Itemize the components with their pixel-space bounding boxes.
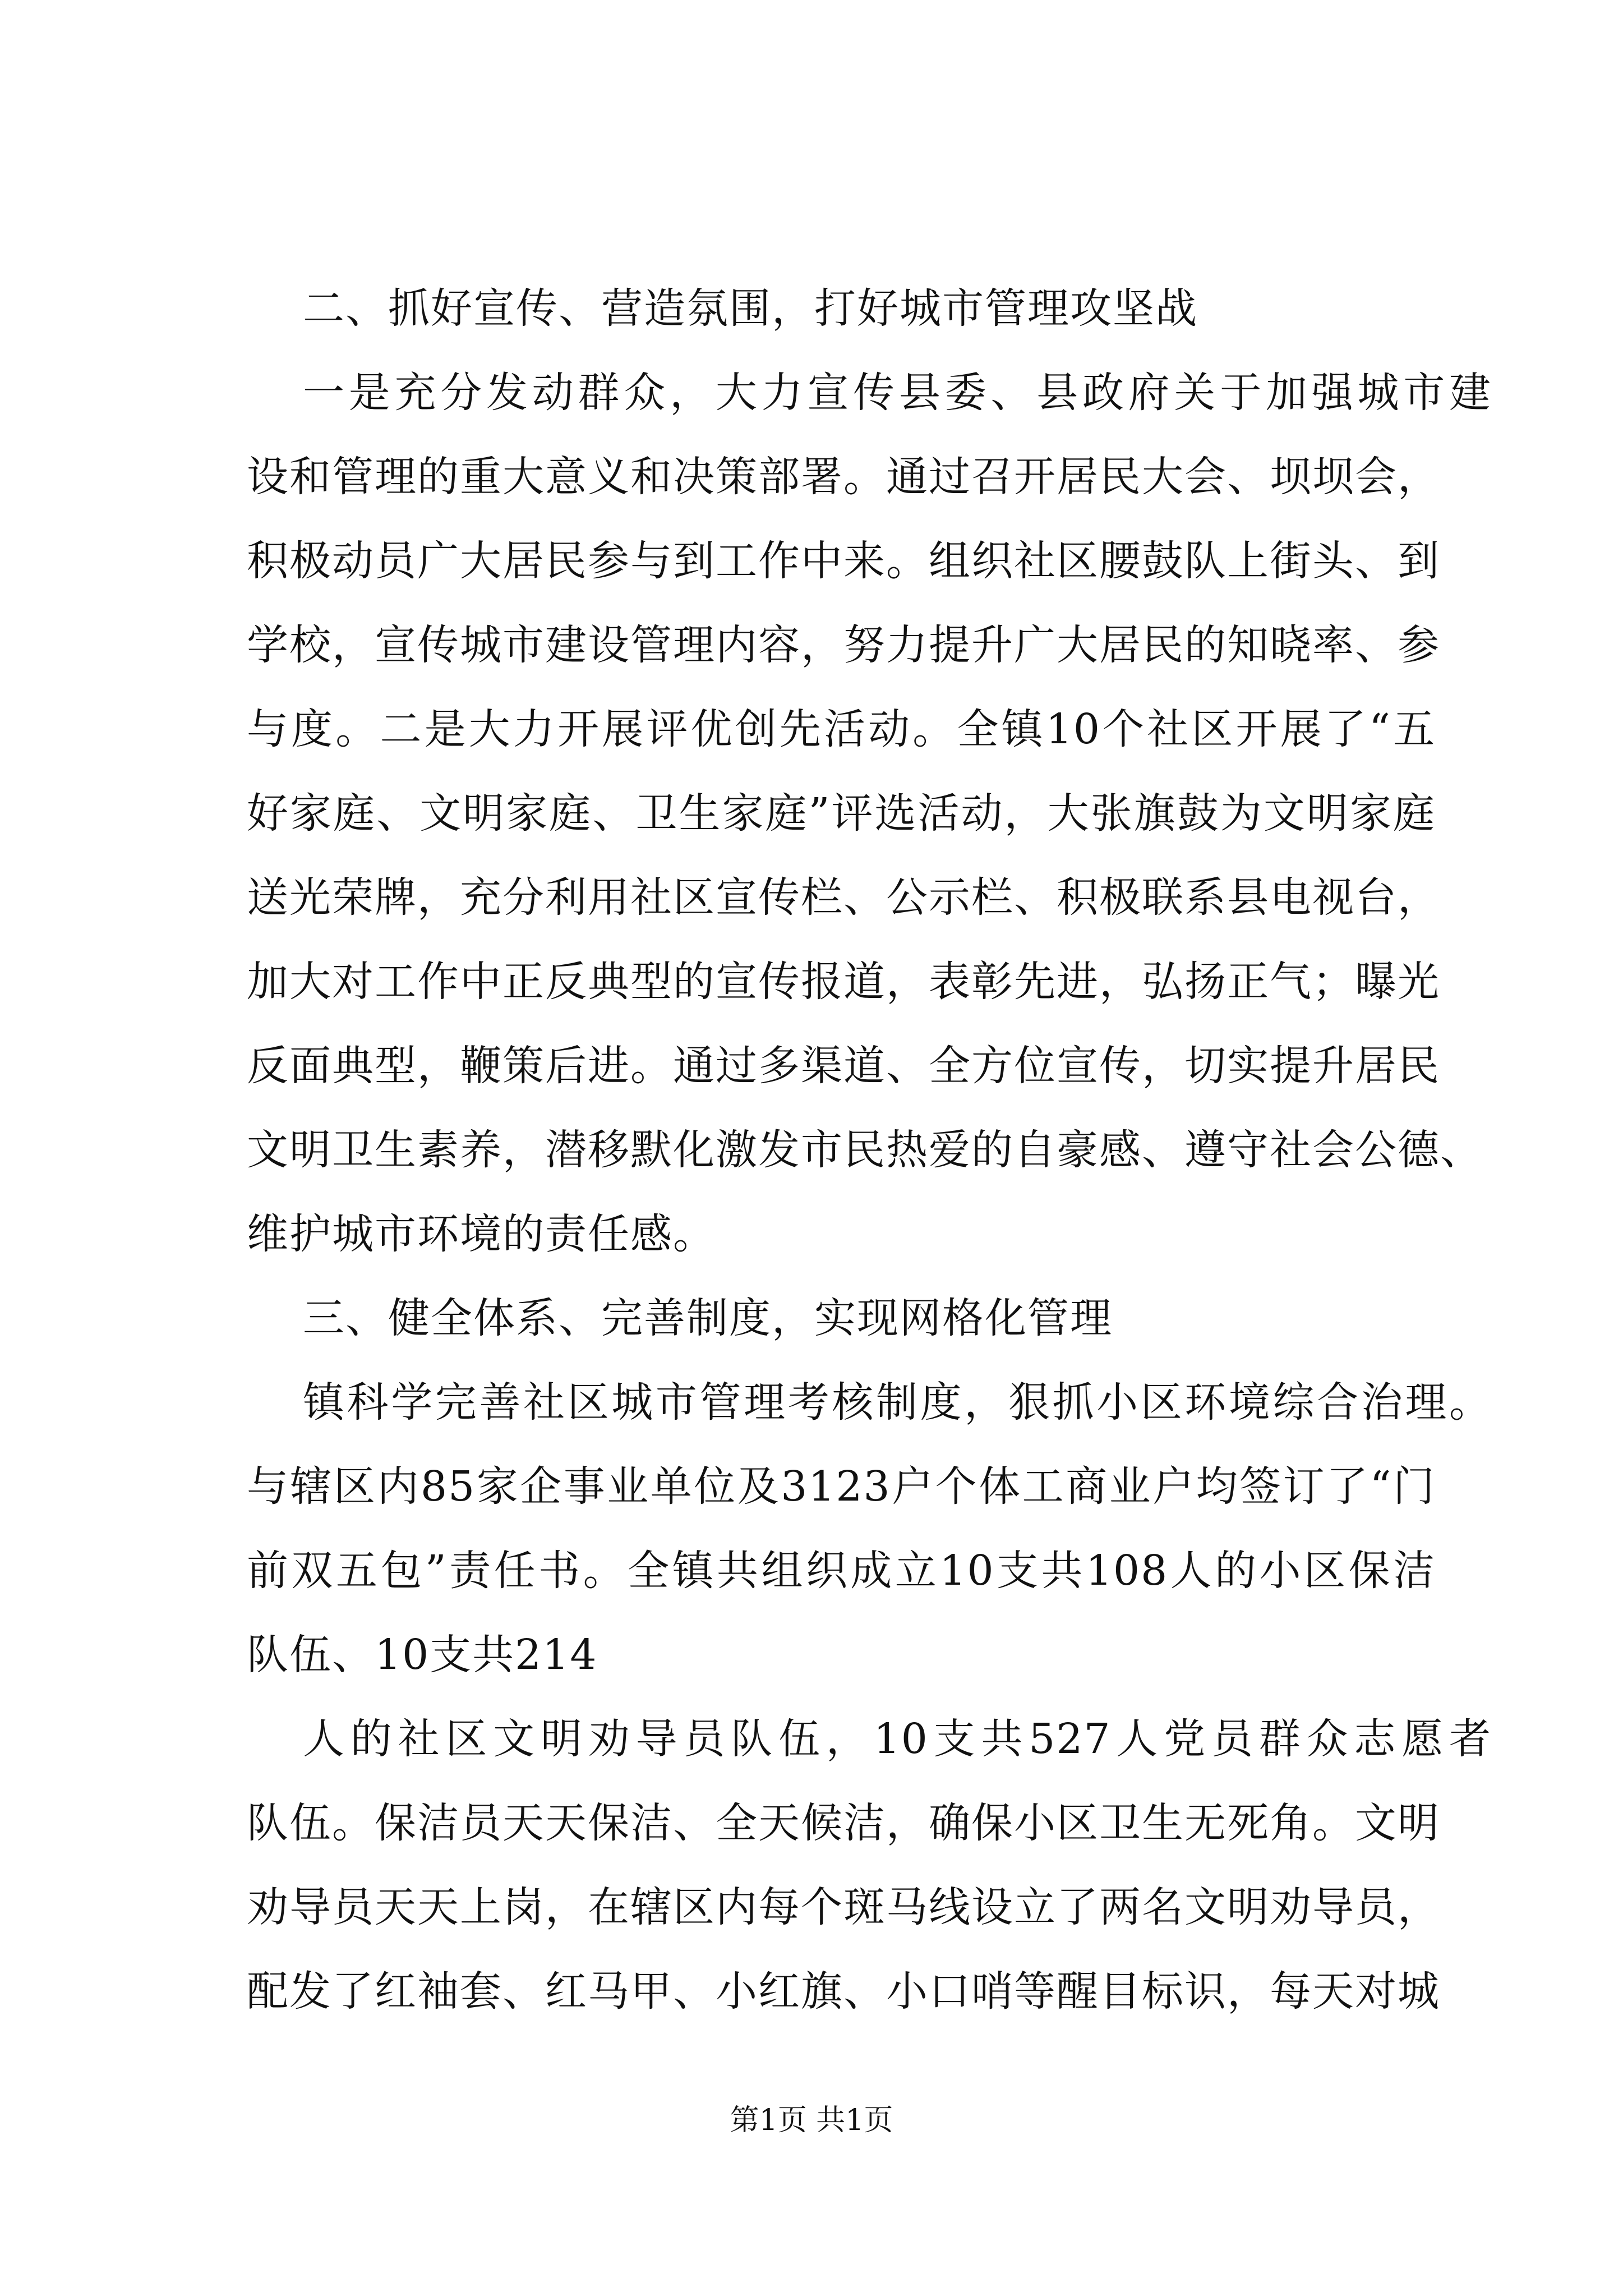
paragraph-line: 积极动员广大居民参与到工作中来。组织社区腰鼓队上街头、到: [247, 537, 1440, 585]
paragraph-line: 劝导员天天上岗，在辖区内每个斑马线设立了两名文明劝导员，: [247, 1883, 1440, 1931]
paragraph-line: 加大对工作中正反典型的宣传报道，表彰先进，弘扬正气；曝光: [247, 958, 1440, 1006]
paragraph-line: 队伍、10支共214: [247, 1631, 598, 1679]
paragraph-line: 文明卫生素养，潜移默化激发市民热爱的自豪感、遵守社会公德、: [247, 1126, 1483, 1174]
paragraph-line: 维护城市环境的责任感。: [247, 1210, 716, 1258]
paragraph-line: 队伍。保洁员天天保洁、全天候洁，确保小区卫生无死角。文明: [247, 1799, 1440, 1847]
page-number-footer: 第1页 共1页: [730, 2104, 893, 2137]
paragraph-line: 学校，宣传城市建设管理内容，努力提升广大居民的知晓率、参: [247, 621, 1440, 669]
paragraph-line: 前双五包”责任书。全镇共组织成立10支共108人的小区保洁: [247, 1547, 1436, 1595]
paragraph-line: 与辖区内85家企事业单位及3123户个体工商业户均签订了“门: [247, 1462, 1436, 1511]
paragraph-line: 人的社区文明劝导员队伍，10支共527人党员群众志愿者: [303, 1715, 1492, 1763]
paragraph-line: 一是充分发动群众，大力宣传县委、县政府关于加强城市建: [303, 369, 1492, 417]
section-heading-publicity: 二、抓好宣传、营造氛围，打好城市管理攻坚战: [303, 284, 1198, 333]
paragraph-line: 镇科学完善社区城市管理考核制度，狠抓小区环境综合治理。: [303, 1378, 1492, 1427]
paragraph-line: 反面典型，鞭策后进。通过多渠道、全方位宣传，切实提升居民: [247, 1042, 1440, 1090]
section-heading-grid-management: 三、健全体系、完善制度，实现网格化管理: [303, 1294, 1113, 1342]
paragraph-line: 设和管理的重大意义和决策部署。通过召开居民大会、坝坝会，: [247, 453, 1440, 501]
paragraph-line: 送光荣牌，充分利用社区宣传栏、公示栏、积极联系县电视台，: [247, 873, 1440, 922]
paragraph-line: 与度。二是大力开展评优创先活动。全镇10个社区开展了“五: [247, 705, 1436, 753]
paragraph-line: 好家庭、文明家庭、卫生家庭”评选活动，大张旗鼓为文明家庭: [247, 789, 1436, 838]
paragraph-line: 配发了红袖套、红马甲、小红旗、小口哨等醒目标识，每天对城: [247, 1967, 1440, 2016]
